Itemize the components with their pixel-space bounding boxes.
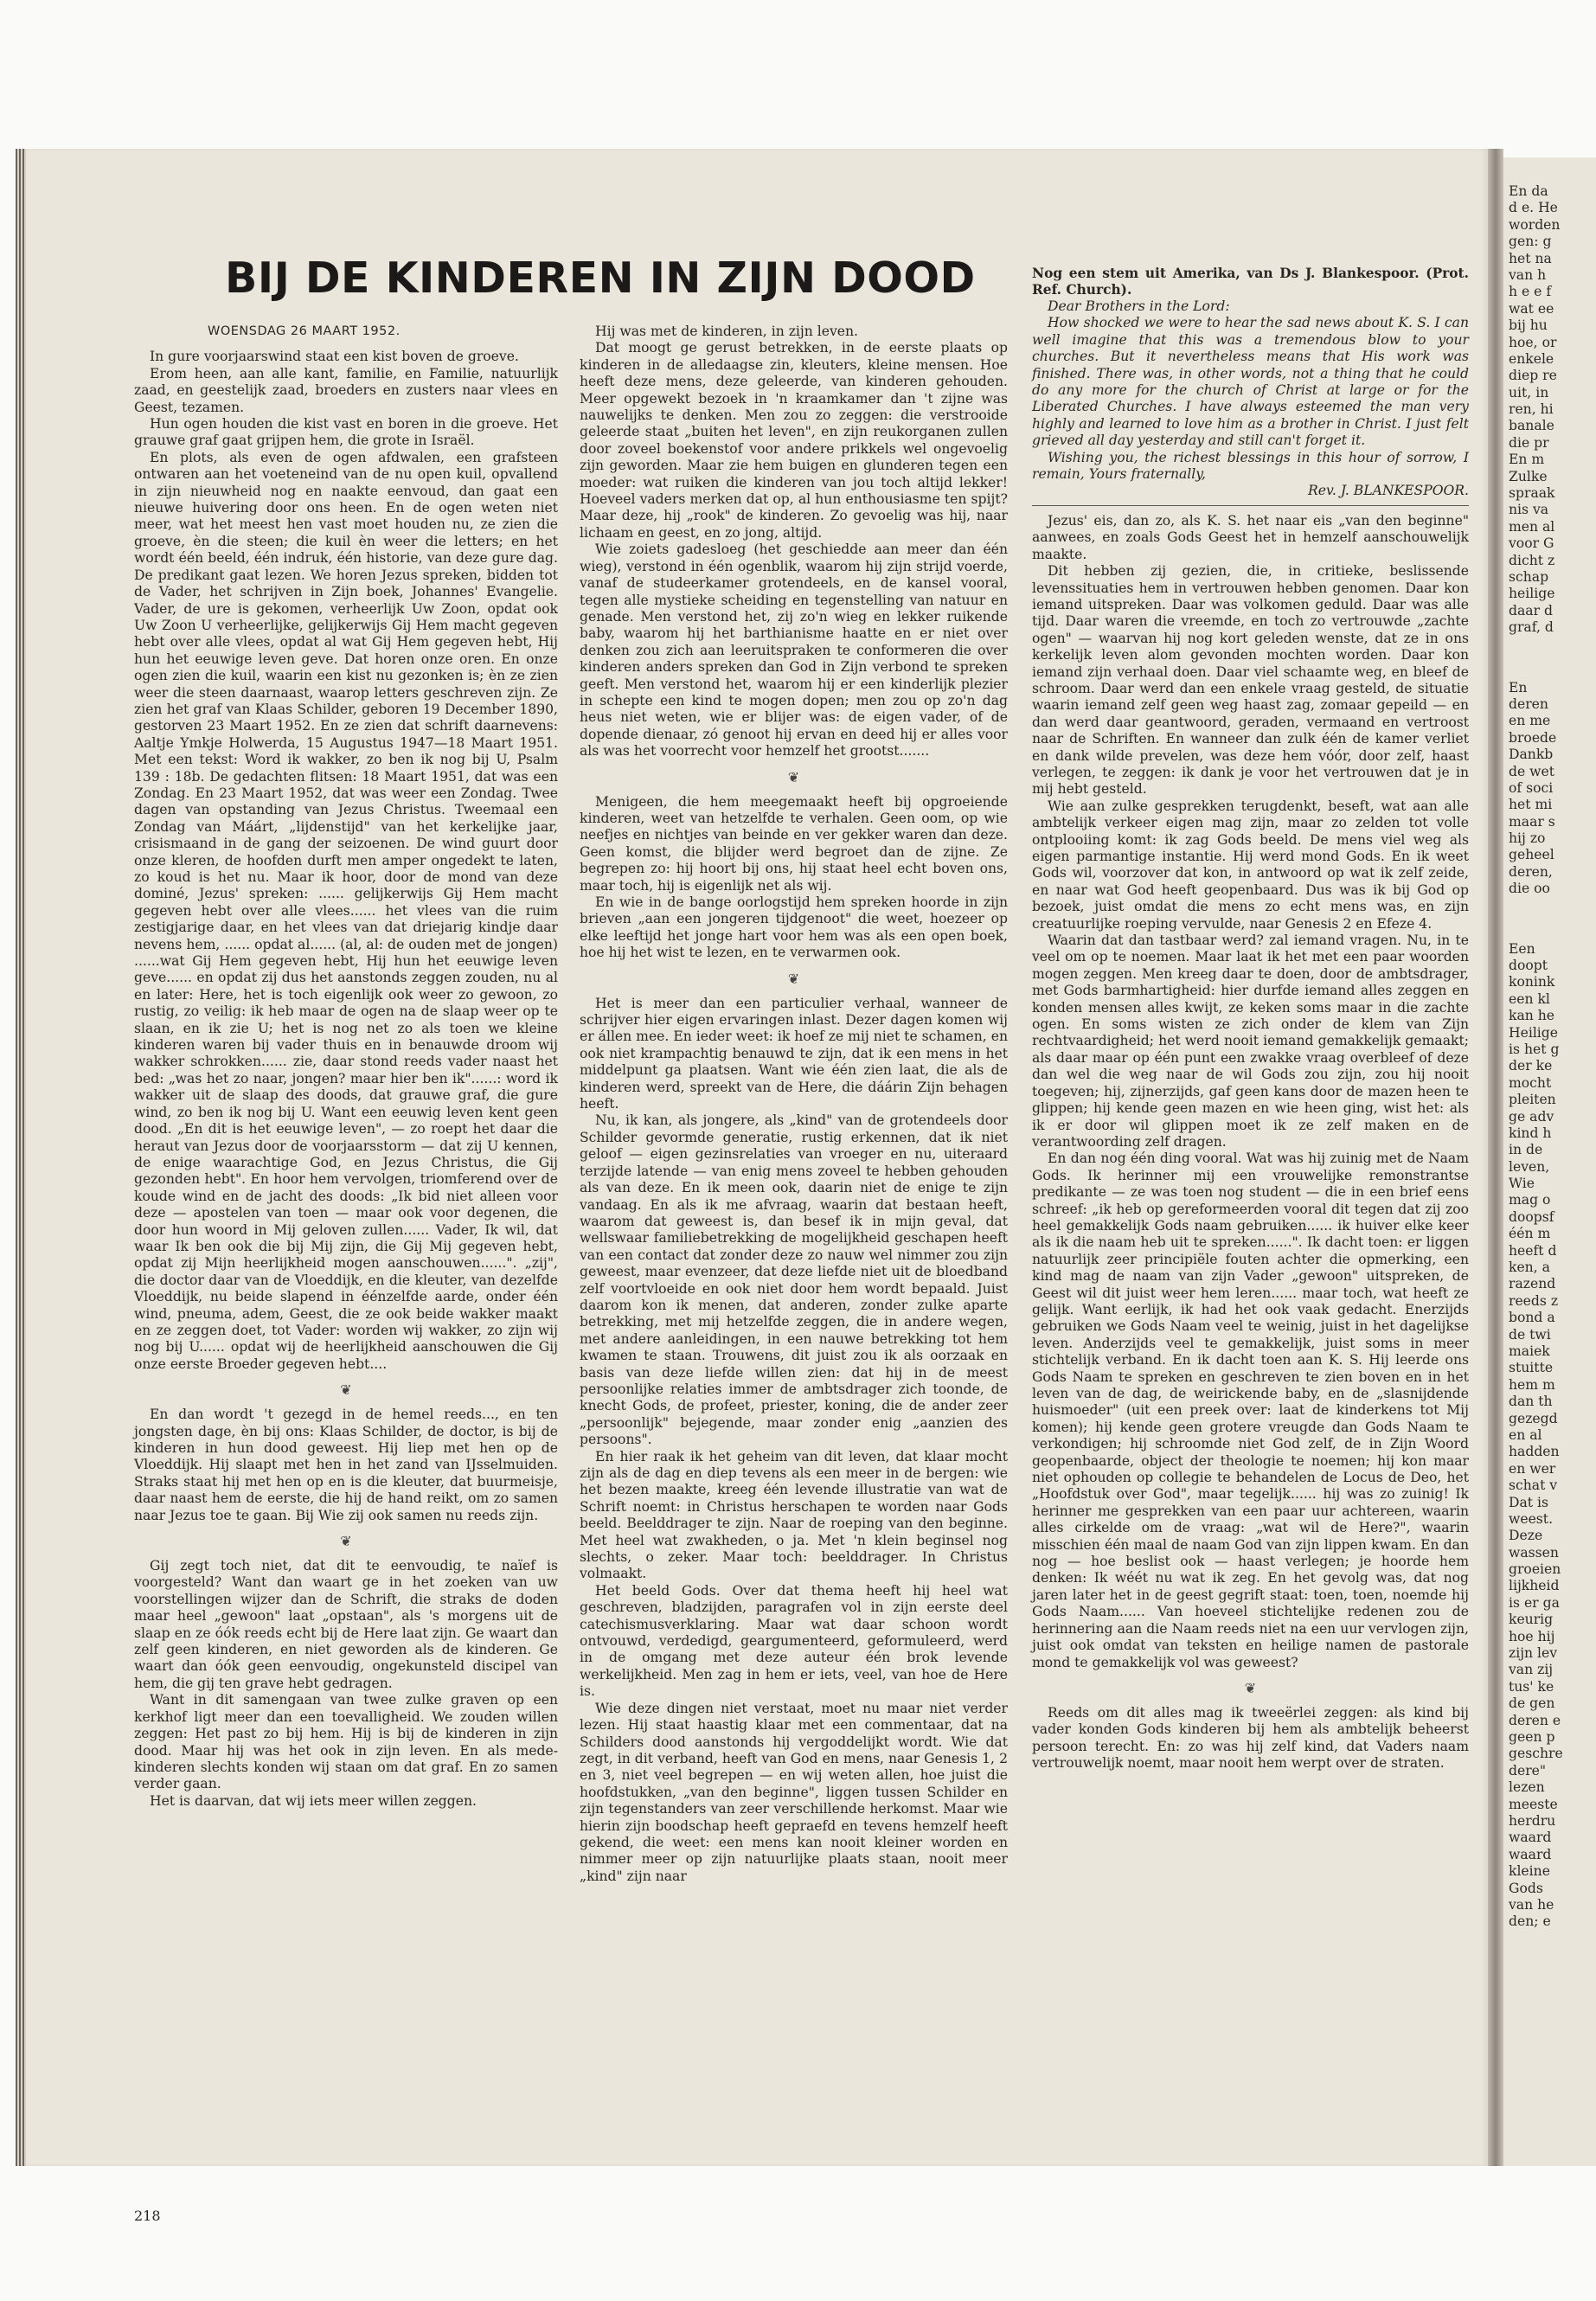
- text-fragment: [1509, 898, 1595, 941]
- paragraph: Hij was met de kinderen, in zijn leven.: [595, 324, 858, 339]
- section-separator: ❦: [340, 1533, 352, 1550]
- left-page: [26, 149, 1488, 2224]
- paragraph: Het is meer dan een particulier verhaal, wanneer de schrijver hier eigen ervaringen inlast. Dezer dagen komen wij er állen mee. En ieder weet: ik hoef ze mij niet te schamen, en ook niet krampachtig benauwd te zijn, dat ik een mens in het middelpunt ga plaatsen. Want wie één zien laat, die als de kinderen werd, spreekt van de Here, die dáárin Zijn behagen heeft.: [580, 995, 1008, 1112]
- paragraph: Menigeen, die hem meegemaakt heeft bij opgroeiende kinderen, weet van hetzelfde te verhalen. Geen oom, op wie neefjes en nichtjes van beinde en ver gekker waren dan deze. Geen komst, die blijder werd begroet dan de zijne. Ze begrepen zo: hij hoort bij ons, hij staat heel echt boven ons, maar toch, hij is eigenlijk net als wij.: [580, 793, 1008, 894]
- text-fragment: weest.: [1509, 1510, 1554, 1527]
- divider: [1032, 505, 1469, 506]
- text-fragment: hoe hij: [1509, 1628, 1555, 1644]
- paragraph: How shocked we were to hear the sad news about K. S. I can well imagine that this was a tremendous blow to your churches. But it nevertheless means that His work was finished. There was, in other words, not a thing that he could do any more for the church of Christ at large or for the Liberated Churches. I have always esteemed the man very highly and learned to love him as a brother in Christ. I just felt grieved all day yesterday and still can't forget it.: [1032, 315, 1469, 449]
- section-separator: ❦: [787, 970, 800, 987]
- text-fragment: tus' ke: [1509, 1678, 1554, 1695]
- paragraph: Nu, ik kan, als jongere, als „kind" van de grotendeels door Schilder gevormde generatie, rustig erkennen, dat ik niet geloof — eigen gezinsrelaties van vroeger en nu, uiteraard terzijde latende — van enig mens zoveel te hebben gehouden als van deze. En ik meen ook, daarin niet de enige te zijn vandaag. En als ik me afvraag, waarin dat bestaan heeft, waarom dat geweest is, dan besef ik in mijn geval, dat wellswaar familiebetrekking de mogelijkheid geschapen heeft van een contact dat zonder deze zo nauw wel nimmer zou zijn geweest, maar evenzeer, dat deze liefde niet uit de bloedband zelf voortvloeide en ook niet door hem wordt bepaald. Juist daarom kon ik menen, dat anderen, zonder zulke aparte betrekking, met mij hetzelfde zeggen, die in andere wegen, met andere aanleidingen, in een nauwe betrekking tot hem kwamen te staan. Trouwens, dit juist zou ik als oorzaak en basis van deze liefde willen zien: dat hij in de meest persoonlijke relaties immer de ambtsdrager zich toonde, de knecht Gods, de profeet, priester, koning, die de ander zeer „persoonlijk" bejegende, maar zonder enig „aanzien des persoons".: [580, 1112, 1008, 1448]
- text-fragment: en me: [1509, 713, 1551, 729]
- paragraph: In gure voorjaarswind staat een kist boven de groeve.: [150, 349, 519, 365]
- paragraph: Het is daarvan, dat wij iets meer willen zeggen.: [150, 1792, 477, 1809]
- text-fragment: En m: [1509, 452, 1545, 468]
- paragraph: Dat moogt ge gerust betrekken, in de eerste plaats op kinderen in de alledaagse zin, kleuters, kleine mensen. Hoe heeft deze mens, deze geleerde, van kinderen gehouden. Meer opgewekt bezoek in 'n kraamkamer dan 't zijne was nauwelijks te denken. Men zou zo zeggen: die verstrooide geleerde staat „buiten het leven", en zijn reukorganen zullen door zoveel boekenstof voor andere prikkels wel ongevoelig zijn geworden. Maar zie hem buigen en glunderen tegen een moeder: wat ruiken die kinderen van jou toch altijd lekker! Hoeveel vaders merken dat op, al hun enthousiasme ten spijt? Maar deze, hij „rook" de kinderen. Zo gevoelig was hij, naar lichaam en geest, en zo jong, altijd.: [580, 340, 1008, 541]
- column-2: [580, 324, 1008, 1885]
- text-fragment: leven,: [1509, 1158, 1550, 1175]
- text-fragment: Heilige: [1509, 1024, 1558, 1041]
- text-fragment: En: [1509, 679, 1528, 695]
- book-gutter: [1488, 149, 1503, 2166]
- page-number: 218: [134, 2208, 161, 2224]
- text-fragment: Gods: [1509, 1880, 1543, 1896]
- text-fragment: gen: g: [1509, 234, 1552, 250]
- column-3: [1032, 266, 1469, 1772]
- text-fragment: van h: [1509, 266, 1547, 283]
- text-fragment: de gen: [1509, 1695, 1555, 1712]
- paragraph: En dan wordt 't gezegd in de hemel reeds..., en ten jongsten dage, èn bij ons: Klaas Schilder, de doctor, is bij de kinderen in hun dood geweest. Hij liep met hen op de Vloeddijk. Hij slaapt met hen in het zand van IJsselmuiden. Straks staat hij met hen op en is die kleuter, dat buurmeisje, daar naast hem de eerste, die hij de hand reikt, om zo samen naar Jezus toe te gaan. Bij Wie zij ook samen nu reeds zijn.: [134, 1407, 558, 1523]
- text-fragment: stuitte: [1509, 1360, 1554, 1376]
- text-fragment: keurig: [1509, 1612, 1554, 1628]
- text-fragment: Wie: [1509, 1176, 1535, 1192]
- text-fragment: en al: [1509, 1426, 1542, 1443]
- text-fragment: een kl: [1509, 990, 1550, 1007]
- article-title: BIJ DE KINDEREN IN ZIJN DOOD: [225, 253, 976, 303]
- text-fragment: maar s: [1509, 813, 1555, 830]
- paragraph: En dan nog één ding vooral. Wat was hij zuinig met de Naam Gods. Ik herinner mij een vrouwelijke remonstrantse predikante — ze was toen nog student — die in een brief eens schreef: „ik heb op gereformeerden vooral dit tegen dat zij zoo heel gemakkelijk Gods naam gebruiken...... ik huiver elke keer als ik die naam heb uit te spreken......". Ik dacht toen: er liggen natuurlijk zeer principiële fouten achter die opmerking, een kind mag de naam van zijn Vader „gewoon" uitspreken, de Geest wil dit juist weer hem leren...... maar toch, wat heeft ze gelijk. Want eerlijk, ik had het ook vaak gedacht. Enerzijds gebruiken we Gods Naam veel te weinig, juist in het dagelijkse leven. Anderzijds veel te gemakkelijk, juist soms in meer stichtelijk verband. En ik dacht toen aan K. S. Hij leerde ons Gods Naam te spreken en geschreven te zien boven en in het leven van de dag, de weirickende baby, en de „slasnijdende huismoeder" (uit een preek over: laat de kinderkens tot Mij komen); hij kende geen grotere vreugde dan Gods Naam te verkondigen; hij schroomde niet God zelf, de in Zijn Woord geopenbaarde, object der theologie te noemen; hij kon maar niet ophouden op collegie te behandelen de Locus de Deo, het „Hoofdstuk over God", maar tegelijk...... hij was zo zuinig! Ik herinner me gesprekken van een paar uur achtereen, waarin alles cirkelde om de vraag: „wat wil de Here?", waarin misschien één maal de naam God van zijn lippen kwam. En dan nog — hoe beslist ook — haast verlegen; je hoorde hem denken: Ik wéét nu wat ik zeg. En het gevolg was, dat nog jaren later het in de geest gegrift staat: toen, toen, noemde hij Gods Naam...... Van hoeveel stichtelijke redenen zou de herinnering aan die Naam reeds niet na een uur vervlogen zijn, juist ook omdat van teksten en heilige namen de pastorale mond te gemakkelijk vol was geweest?: [1032, 1150, 1469, 1670]
- paragraph: Wie deze dingen niet verstaat, moet nu maar niet verder lezen. Hij staat haastig klaar met een commentaar, dat na Schilders dood aanstonds hij vergoddelijkt wordt. Wie dat zegt, in dit verband, heeft van God en mens, naar Genesis 1, 2 en 3, niet veel begrepen — en wij weten allen, hoe juist die hoofdstukken, „van den beginne", liggen tussen Schilder en zijn tegenstanders van zeer verschillende herkomst. Maar wie hierin zijn boodschap heeft gepraefd en tevens hemzelf heeft gekend, die weet: een mens kan nooit kleiner worden en nimmer meer op zijn natuurlijke plaats staan, nooit meer „kind" zijn naar: [580, 1700, 1008, 1884]
- paragraph: Dear Brothers in the Lord:: [1048, 298, 1230, 314]
- paragraph: Gij zegt toch niet, dat dit te eenvoudig, te naïef is voorgesteld? Want dan waart ge in het zoeken van uw voorstellingen wijzer dan de Schrift, die straks de doden maar heel „gewoon" laat „opstaan", als 's morgens uit de slaap en ze óók reeds echt bij de Here laat zijn. Ge waart dan zelf geen kinderen, en niet geworden als de kinderen. Ge waart dan óók geen eenvoudig, ongekunsteld discipel van hem, die gij ten grave hebt gedragen.: [134, 1558, 558, 1691]
- text-fragment: [1509, 637, 1595, 680]
- dateline: WOENSDAG 26 MAART 1952.: [208, 324, 401, 338]
- text-fragment: hoe, or: [1509, 334, 1557, 350]
- text-fragment: Dat is: [1509, 1494, 1549, 1510]
- text-fragment: geen p: [1509, 1728, 1555, 1745]
- text-fragment: Een: [1509, 940, 1535, 957]
- text-fragment: graf, d: [1509, 619, 1554, 636]
- paragraph: Waarin dat dan tastbaar werd? zal iemand vragen. Nu, in te veel om op te noemen. Maar laat ik het met een paar woorden mogen zeggen. Men kreeg daar te doen, door de ambtsdrager, met Gods barmhartigheid: hier durfde iemand alles zeggen en konden mensen alles kwijt, ze keken soms maar in die zachte ogen. En soms wisten ze zich onder de klem van Zijn rechtvaardigheid; het werd nooit iemand gemakkelijk gemaakt; als daar maar op één punt een zwakke vraag overbleef of deze dan wel die weg naar de wil Gods zou zijn, zou hij nooit toegeven; hij, zijnerzijds, gaf geen kans door de mazen heen te glippen; hij kende geen mazen en wie heen ging, wist het: als ik er door wil glippen moet ik ze zelf maken en de verantwoording zelf dragen.: [1032, 933, 1469, 1150]
- text-fragment: hij zo: [1509, 830, 1546, 847]
- text-fragment: dere": [1509, 1762, 1547, 1779]
- text-fragment: konink: [1509, 974, 1555, 990]
- text-fragment: meeste: [1509, 1796, 1558, 1812]
- text-fragment: nis va: [1509, 502, 1549, 518]
- text-fragment: Dankb: [1509, 747, 1554, 763]
- text-fragment: doopsf: [1509, 1208, 1554, 1225]
- text-fragment: die pr: [1509, 434, 1549, 451]
- paragraph: Want in dit samengaan van twee zulke graven op een kerkhof ligt meer dan een toevalligheid. We zouden willen zeggen: Het past zo bij hem. Hij is bij de kinderen in zijn dood. Maar hij was het ook in zijn leven. En als mede-kinderen slechts konden wij staan om dat graf. En zo samen verder gaan.: [134, 1692, 558, 1792]
- paragraph: Erom heen, aan alle kant, familie, en Familie, natuurlijk zaad, en geestelijk zaad, broeders en zusters naar vlees en Geest, tezamen.: [134, 365, 558, 415]
- section-separator: ❦: [1244, 1679, 1257, 1696]
- paragraph: Reeds om dit alles mag ik tweeërlei zeggen: als kind bij vader konden Gods kinderen bij hem als ambtelijk beheerst persoon terecht. En: zo was hij zelf kind, dat Vaders naam vertrouwelijk noemt, maar nooit hem werpt over de straten.: [1032, 1704, 1469, 1772]
- text-fragment: het mi: [1509, 797, 1553, 813]
- text-fragment: de wet: [1509, 763, 1555, 779]
- paragraph: Het beeld Gods. Over dat thema heeft hij heel wat geschreven, bladzijden, paragrafen vol in zijn eerste deel catechismusverklaring. Maar wat daar schoon wordt ontvouwd, verdedigd, geargumenteerd, geformuleerd, werd in de omgang met deze auteur één brok levende werkelijkheid. Men zag in hem er iets, veel, van hoe de Here is.: [580, 1582, 1008, 1700]
- text-fragment: groeien: [1509, 1561, 1561, 1578]
- column-3-body: [1032, 513, 1469, 1772]
- text-fragment: deren: [1509, 695, 1548, 712]
- text-fragment: gezegd: [1509, 1410, 1558, 1426]
- text-fragment: maiek: [1509, 1343, 1550, 1359]
- text-fragment: geheel: [1509, 847, 1554, 863]
- text-fragment: razend: [1509, 1276, 1556, 1292]
- text-fragment: uit, in: [1509, 384, 1549, 401]
- text-fragment: heeft d: [1509, 1242, 1557, 1259]
- text-fragment: broede: [1509, 729, 1557, 746]
- text-fragment: van zij: [1509, 1662, 1554, 1678]
- text-fragment: of soci: [1509, 779, 1554, 796]
- text-fragment: doopt: [1509, 958, 1548, 974]
- text-fragment: ken, a: [1509, 1259, 1550, 1276]
- text-fragment: h e e f: [1509, 284, 1552, 300]
- text-fragment: ge adv: [1509, 1108, 1554, 1125]
- text-fragment: het na: [1509, 250, 1552, 266]
- text-fragment: men al: [1509, 518, 1555, 535]
- text-fragment: deren e: [1509, 1712, 1561, 1728]
- text-fragment: den; e: [1509, 1913, 1551, 1930]
- text-fragment: die oo: [1509, 881, 1550, 897]
- text-fragment: voor G: [1509, 535, 1554, 552]
- text-fragment: reeds z: [1509, 1292, 1559, 1309]
- text-fragment: pleiten: [1509, 1092, 1556, 1108]
- column-1: [134, 324, 558, 1810]
- text-fragment: hem m: [1509, 1376, 1555, 1393]
- text-fragment: is het g: [1509, 1041, 1560, 1057]
- paragraph: En wie in de bange oorlogstijd hem spreken hoorde in zijn brieven „aan een jongeren tijdgenoot" die weet, hoezeer op elke leeftijd het jonge hart voor hem was als een open boek, hoe hij het wist te lezen, en te verwarmen ook.: [580, 894, 1008, 961]
- text-fragment: kleine: [1509, 1863, 1550, 1880]
- right-page-column: [1509, 183, 1595, 1931]
- text-fragment: schat v: [1509, 1477, 1558, 1494]
- right-page: [1503, 157, 1596, 2166]
- text-fragment: geschre: [1509, 1746, 1563, 1762]
- section-separator: ❦: [787, 768, 800, 785]
- text-fragment: dan th: [1509, 1394, 1553, 1410]
- text-fragment: lijkheid: [1509, 1578, 1560, 1594]
- text-fragment: één m: [1509, 1226, 1551, 1242]
- text-fragment: mocht: [1509, 1074, 1552, 1091]
- paragraph: En plots, als even de ogen afdwalen, een grafsteen ontwaren aan het voeteneind van de nu open kuil, opvallend in zijn nieuwheid nog en naakte eenvoud, dan gaat een nieuwe huivering door ons heen. En de ogen weten niet meer, wat het meest hen vast moet houden nu, ze zien die groeve, èn die steen; die kuil èn weer die letters; en het wordt één beeld, één indruk, één historie, van deze gure dag. De predikant gaat lezen. We horen Jezus spreken, bidden tot de Vader, het schrijven in Zijn boek, Johannes' Evangelie. Vader, de ure is gekomen, verheerlijk Uw Zoon, opdat ook Uw Zoon U verheerlijke, gelijkerwijs Gij Hem macht gegeven hebt over alle vlees, opdat al wat Gij Hem gegeven hebt, Hij hun het eeuwige leven geve. Dat horen onze oren. En onze ogen zien die kuil, waarin een kist nu gezonken is; èn ze zien weer die steen daarnaast, waarop letters geschreven zijn. Ze zien het graf van Klaas Schilder, geboren 19 December 1890, gestorven 23 Maart 1952. En ze zien dat schrift daarnevens: Aaltje Ymkje Holwerda, 15 Augustus 1947—18 Maart 1951. Met een tekst: Word ik wakker, zo ben ik nog bij U, Psalm 139 : 18b. De gedachten flitsen: 18 Maart 1951, dat was een Zondag. En 23 Maart 1952, dat was weer een Zondag. Twee dagen van opstanding van Jezus Christus. Tweemaal een Zondag van Máárt, „lijdenstijd" van het kerkelijke jaar, crisismaand in de gang der seizoenen. De wind guurt door onze kleren, de hoofden durft men amper ongedekt te laten, zo koud is het nu. Maar ik hoor, door de mond van deze dominé, Jezus' spreken: ...... gelijkerwijs Gij Hem macht gegeven hebt over alle vlees...... het vlees van die ruim zestigjarige daar, en het vlees van dat driejarig kindje daar nevens hem, ...... opdat al...... (al, al: de ouden met de jongen) ......wat Gij Hem gegeven hebt, Hij hun het eeuwige leven geve...... en opdat zij dus het aanstonds zeggen zouden, nu al en later: Here, het is toch eigenlijk ook weer zo gewoon, zo rustig, zo veilig: ik heb maar de ogen na de slaap weer op te slaan, en ik zie U; het is nog net zo als toen we kleine kinderen waren bij vader thuis en in benauwde droom wij wakker schrokken...... zie, daar stond reeds vader naast het bed: „was het zo naar, jongen? maar hier ben ik"......: word ik wakker uit de slaap des doods, dat grauwe graf, die gure wind, zo ben ik nog bij U. Want een eeuwig leven kent geen dood. „En dit is het eeuwige leven", — zo roept het daar die heraut van Jezus door de voorjaarsstorm — dat zij U kennen, de enige waarachtige God, en Jezus Christus, die Gij gezonden hebt". En hoor hem vervolgen, triomferend over de koude wind en de jacht des doods: „Ik bid niet alleen voor deze — apostelen van toen — maar ook voor degenen, die door hun woord in Mij geloven zullen...... Vader, Ik wil, dat waar Ik ben ook die bij Mij zijn, die Gij Mij gegeven hebt, opdat zij Mijn heerlijkheid mogen aanschouwen......". „zij", die doctor daar van de Vloeddijk, en die kleuter, van dezelfde Vloeddijk, nu beide slapend in éénzelfde aarde, onder één wind, pneuma, adem, Geest, die ze ook beide wakker maakt en ze zeggen doet, tot Vader: worden wij wakker, zo zijn wij nog bij U...... opdat wij de heerlijkheid aanschouwen die Gij onze eerste Broeder gegeven hebt....: [134, 449, 558, 1372]
- text-fragment: hadden: [1509, 1444, 1560, 1460]
- paragraph: Wie aan zulke gesprekken terugdenkt, beseft, wat aan alle ambtelijk verkeer eigen mag zijn, maar zo zelden tot volle ontplooiing komt: ik zag Gods beeld. De mens viel weg als eigen parmantige instantie. Hij werd mond Gods. En ik weet Gods wil, voorzover dat kon, in antwoord op wat ik zelf zeide, en naar wat God heeft geopenbaard. Dus was ik bij God op bezoek, juist omdat die mens zo echt mens was, en zijn creatuurlijke roeping vervulde, naar Genesis 2 en Efeze 4.: [1032, 798, 1469, 932]
- column-1-body: [134, 349, 558, 1810]
- paragraph: Hun ogen houden die kist vast en boren in die groeve. Het grauwe graf gaat grijpen hem, die grote in Israël.: [134, 416, 558, 449]
- letter-signature: Rev. J. BLANKESPOOR.: [1308, 483, 1469, 499]
- text-fragment: in de: [1509, 1142, 1543, 1158]
- text-fragment: mag o: [1509, 1192, 1551, 1208]
- text-fragment: kan he: [1509, 1008, 1555, 1024]
- letter-heading: Nog een stem uit Amerika, van Ds J. Blankespoor. (Prot. Ref. Church).: [1032, 266, 1469, 298]
- text-fragment: banale: [1509, 418, 1554, 434]
- text-fragment: bij hu: [1509, 317, 1548, 334]
- paragraph: En hier raak ik het geheim van dit leven, dat klaar mocht zijn als de dag en diep tevens als een meer in de bergen: wie het bezen maakte, kreeg één levende illustratie van wat de Schrift noemt: in Christus herschapen te worden naar Gods beeld. Beelddrager te zijn. Naar de roeping van den beginne. Met heel wat zwakheden, o ja. Met 'n klein beginsel nog slechts, o zeker. Maar toch: beelddrager. In Christus volmaakt.: [580, 1448, 1008, 1582]
- text-fragment: Zulke: [1509, 468, 1548, 484]
- text-fragment: van he: [1509, 1896, 1554, 1913]
- text-fragment: spraak: [1509, 485, 1555, 502]
- text-fragment: waard: [1509, 1830, 1552, 1846]
- text-fragment: dicht z: [1509, 552, 1555, 568]
- text-fragment: kind h: [1509, 1125, 1552, 1141]
- text-fragment: Deze: [1509, 1528, 1543, 1544]
- text-fragment: is er ga: [1509, 1594, 1560, 1611]
- text-fragment: deren,: [1509, 863, 1553, 880]
- text-fragment: En da: [1509, 183, 1548, 199]
- text-fragment: schap: [1509, 568, 1549, 585]
- text-fragment: en wer: [1509, 1460, 1556, 1477]
- text-fragment: daar d: [1509, 602, 1553, 619]
- paragraph: Jezus' eis, dan zo, als K. S. het naar eis „van den beginne" aanwees, en zoals Gods Geest het in hemzelf aanschouwelijk maakte.: [1032, 512, 1469, 562]
- text-fragment: zijn lev: [1509, 1645, 1558, 1662]
- text-fragment: heilige: [1509, 586, 1555, 602]
- text-fragment: herdru: [1509, 1812, 1556, 1829]
- text-fragment: wat ee: [1509, 300, 1554, 317]
- section-separator: ❦: [340, 1381, 352, 1399]
- text-fragment: enkele: [1509, 350, 1554, 367]
- paragraph: Wishing you, the richest blessings in this hour of sorrow, I remain, Yours fraternally,: [1032, 449, 1469, 483]
- column-2-body: [580, 324, 1008, 1885]
- paragraph: Wie zoiets gadesloeg (het geschiedde aan meer dan één wieg), verstond in één ogenblik, waarom hij zijn strijd voerde, vanaf de studeerkamer grotendeels, en de kansel vooral, tegen alle mystieke scheiding en tegenstelling van natuur en genade. Men verstond het, zij zo'n wieg en lekker ruikende baby, waarom hij het barthianisme haatte en er niet over denken zou zich aan leeruitspraken te conformeren die over kinderen anders spreken dan God in Zijn verbond te spreken geeft. Men verstond het, waarom hij er een kinderlijk plezier in schepte een kind te mogen dopen; men zou op zo'n dag heus niet weten, wie er blijer was: de eigen vader, of de dopende dienaar, zó genoot hij ervan en deed hij er alles voor als was het voorrecht voor hemzelf het grootst.......: [580, 542, 1008, 760]
- text-fragment: der ke: [1509, 1058, 1553, 1074]
- text-fragment: lezen: [1509, 1779, 1545, 1796]
- text-fragment: worden: [1509, 216, 1561, 233]
- text-fragment: diep re: [1509, 368, 1557, 384]
- text-fragment: wassen: [1509, 1544, 1559, 1561]
- letter-body: [1032, 298, 1469, 483]
- text-fragment: d e. He: [1509, 200, 1558, 216]
- text-fragment: bond a: [1509, 1310, 1555, 1326]
- paragraph: Dit hebben zij gezien, die, in critieke, beslissende levenssituaties hem in vertrouwen hebben genomen. Daar kon iemand uitspreken. Daar was volkomen geduld. Daar was alle tijd. Daar waren die vreemde, en toch zo vertrouwde „zachte ogen" — waarvan hij nog kort geleden wenste, dat ze in ons kerkelijk leven alom gevonden mochten worden. Daar kon iemand zijn verhaal doen. Daar viel schaamte weg, en bleef de schroom. Daar werd dan een enkele vraag gesteld, de situatie waarin iemand zelf geen weg haast zag, zomaar gepeild — en dan werd daar geantwoord, geraden, vermaand en vertroost naar de Schriften. En wanneer dan zulk één de kamer verliet en dank wilde prevelen, was deze hem vóór, door zelf, haast verlegen, te zeggen: ik dank je voor het vertrouwen dat je in mij hebt gesteld.: [1032, 563, 1469, 798]
- text-fragment: de twi: [1509, 1326, 1551, 1343]
- text-fragment: waard: [1509, 1846, 1552, 1862]
- text-fragment: ren, hi: [1509, 401, 1554, 418]
